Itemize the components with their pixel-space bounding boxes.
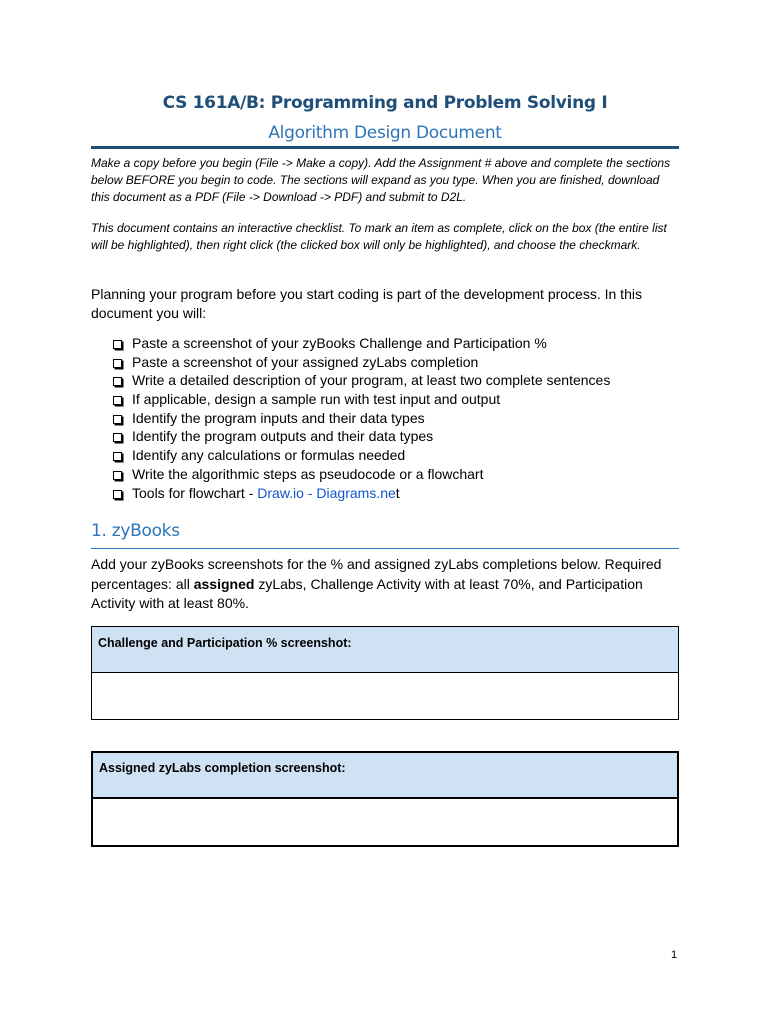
flowchart-tools-prefix: Tools for flowchart - xyxy=(132,484,258,501)
intro-paragraph: Planning your program before you start coding is part of the development process. In this document you will: xyxy=(91,286,642,321)
checklist-item-label: Write a detailed description of your program, at least two complete sentences xyxy=(132,372,611,389)
checklist-item-label: Identify the program outputs and their data types xyxy=(132,428,434,445)
checklist-item-label: Paste a screenshot of your assigned zyLabs completion xyxy=(132,353,479,370)
challenge-participation-header: Challenge and Participation % screenshot: xyxy=(92,627,678,673)
checkbox-icon[interactable] xyxy=(113,433,122,442)
checklist-item-label: Paste a screenshot of your zyBooks Challenge and Participation % xyxy=(132,335,547,351)
checklist-item xyxy=(113,427,610,446)
zybooks-text-start: Add your zyBooks screenshots for the % and assigned zyLabs completions below. Required percentages: all xyxy=(91,556,662,592)
document-title: CS 161A/B: Programming and Problem Solving I xyxy=(162,93,608,113)
checklist-item xyxy=(113,409,610,428)
zylabs-completion-table xyxy=(91,751,679,847)
checkbox-icon[interactable] xyxy=(113,377,122,386)
zybooks-instructions xyxy=(91,555,679,614)
checklist-item xyxy=(113,390,610,409)
checkbox-icon[interactable] xyxy=(113,471,122,480)
checklist xyxy=(113,334,610,502)
checkbox-icon[interactable] xyxy=(113,396,122,405)
challenge-participation-cell[interactable] xyxy=(92,673,678,719)
checklist-item-label: Identify the program inputs and their data types xyxy=(132,409,425,426)
flowchart-tools-suffix: t xyxy=(395,484,400,501)
checkbox-icon[interactable] xyxy=(113,340,122,349)
checklist-item xyxy=(113,334,610,353)
checklist-item-label: If applicable, design a sample run with test input and output xyxy=(132,391,501,408)
checkbox-icon[interactable] xyxy=(113,452,122,461)
checklist-item xyxy=(113,446,610,465)
checkbox-icon[interactable] xyxy=(113,490,122,499)
instructions-paragraph-2: This document contains an interactive checklist. To mark an item as complete, click on the box (the entire list will be highlighted), then right click (the clicked box will only be highlighted), and choose the checkmark. xyxy=(91,221,667,252)
checklist-item-flowchart-tools xyxy=(113,484,610,503)
zybooks-text-bold: assigned xyxy=(193,575,255,592)
checklist-item-label: Write the algorithmic steps as pseudocode or a flowchart xyxy=(132,465,484,482)
diagrams-net-link[interactable]: Diagrams.ne xyxy=(316,484,396,501)
checklist-item xyxy=(113,465,610,484)
drawio-link[interactable]: Draw.io xyxy=(257,484,304,501)
section-heading-zybooks: 1. zyBooks xyxy=(91,521,180,541)
link-separator: - xyxy=(303,484,317,501)
zylabs-completion-cell[interactable] xyxy=(93,799,677,845)
checkbox-icon[interactable] xyxy=(113,415,122,424)
challenge-participation-table xyxy=(91,626,679,720)
checkbox-icon[interactable] xyxy=(113,359,122,368)
checklist-item xyxy=(113,371,610,390)
zylabs-completion-header: Assigned zyLabs completion screenshot: xyxy=(93,753,677,799)
checklist-item xyxy=(113,353,610,372)
title-divider xyxy=(91,146,679,149)
section-divider xyxy=(91,548,679,549)
document-subtitle: Algorithm Design Document xyxy=(268,123,502,143)
zybooks-text-end: zyLabs, Challenge Activity with at least 70%, and Participation Activity with at least 80%. xyxy=(91,575,643,611)
page-number: 1 xyxy=(671,949,678,961)
instructions-paragraph-1: Make a copy before you begin (File -> Make a copy). Add the Assignment # above and complete the sections below BEFORE you begin to code. The sections will expand as you type. When you are finished, download this document as a PDF (File -> Download -> PDF) and submit to D2L. xyxy=(91,156,671,204)
checklist-item-label: Identify any calculations or formulas needed xyxy=(132,447,406,464)
